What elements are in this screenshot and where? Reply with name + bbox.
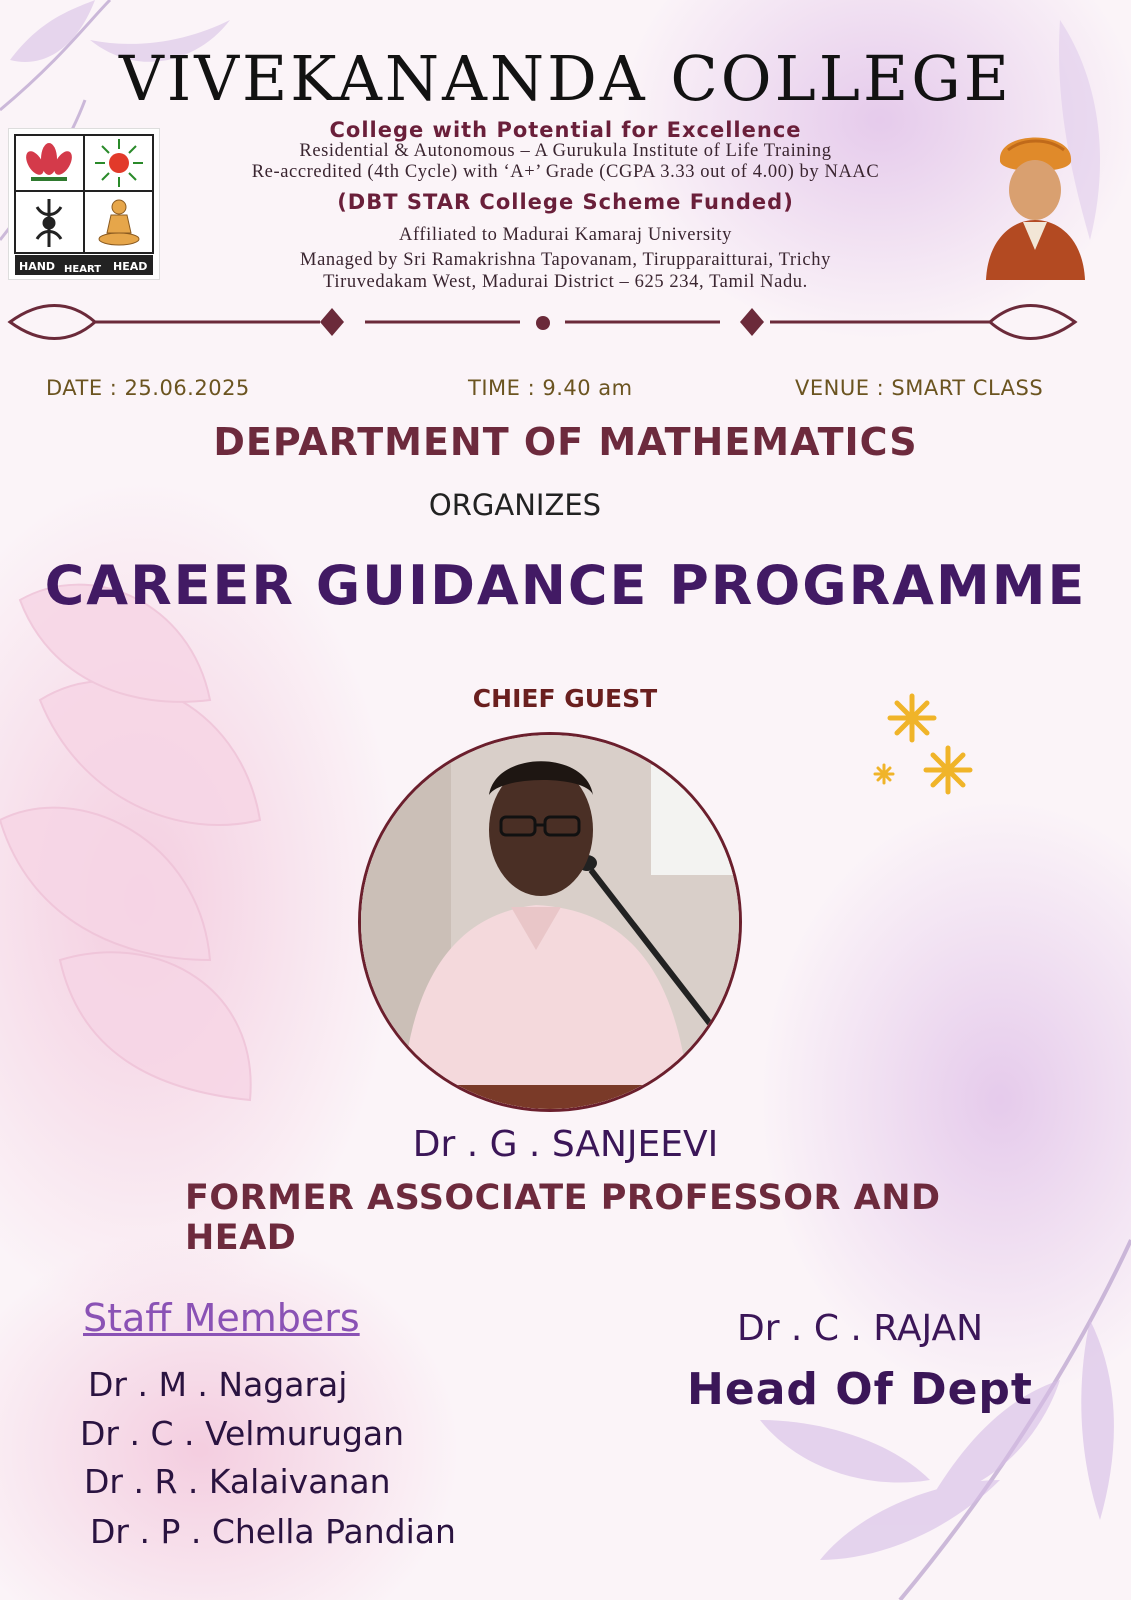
management-line: Managed by Sri Ramakrishna Tapovanam, Tirupparaitturai, Trichy: [300, 250, 831, 270]
affiliation-line: Affiliated to Madurai Kamaraj University: [399, 225, 732, 245]
college-status-line: Residential & Autonomous – A Gurukula Institute of Life Training: [299, 141, 832, 161]
staff-member: Dr . M . Nagaraj: [88, 1365, 348, 1404]
address-line: Tiruvedakam West, Madurai District – 625 234, Tamil Nadu.: [323, 272, 808, 292]
staff-member: Dr . R . Kalaivanan: [84, 1462, 391, 1501]
founder-portrait: [978, 120, 1093, 280]
logo-heart-text: HEART: [64, 264, 102, 275]
organizes-label: ORGANIZES: [428, 488, 602, 522]
sun-icon: [95, 139, 143, 187]
college-logo: [8, 128, 160, 280]
chief-guest-photo: [358, 732, 742, 1112]
staff-member: Dr . C . Velmurugan: [80, 1414, 405, 1453]
event-time: TIME : 9.40 am: [468, 376, 633, 400]
programme-title: CAREER GUIDANCE PROGRAMME: [44, 554, 1087, 617]
staff-members-heading: Staff Members: [83, 1296, 360, 1340]
dbt-scheme-line: (DBT STAR College Scheme Funded): [337, 190, 794, 214]
college-tagline: College with Potential for Excellence: [329, 118, 802, 142]
chief-guest-name: Dr . G . SANJEEVI: [412, 1124, 719, 1165]
college-name: VIVEKANANDA COLLEGE: [118, 42, 1012, 115]
hod-title: Head Of Dept: [687, 1364, 1033, 1415]
logo-hand-text: HAND: [19, 260, 56, 273]
department-title: DEPARTMENT OF MATHEMATICS: [213, 420, 918, 464]
sparkle-icon: [890, 696, 970, 792]
chief-guest-label: CHIEF GUEST: [472, 684, 658, 713]
staff-member: Dr . P . Chella Pandian: [90, 1512, 456, 1551]
chief-guest-role: FORMER ASSOCIATE PROFESSOR AND HEAD: [185, 1178, 941, 1258]
event-date: DATE : 25.06.2025: [46, 376, 250, 400]
hod-name: Dr . C . RAJAN: [736, 1308, 984, 1349]
logo-head-text: HEAD: [113, 260, 148, 273]
event-venue: VENUE : SMART CLASS: [795, 376, 1044, 400]
accreditation-line: Re-accredited (4th Cycle) with ‘A+’ Grade (CGPA 3.33 out of 4.00) by NAAC: [251, 162, 880, 182]
